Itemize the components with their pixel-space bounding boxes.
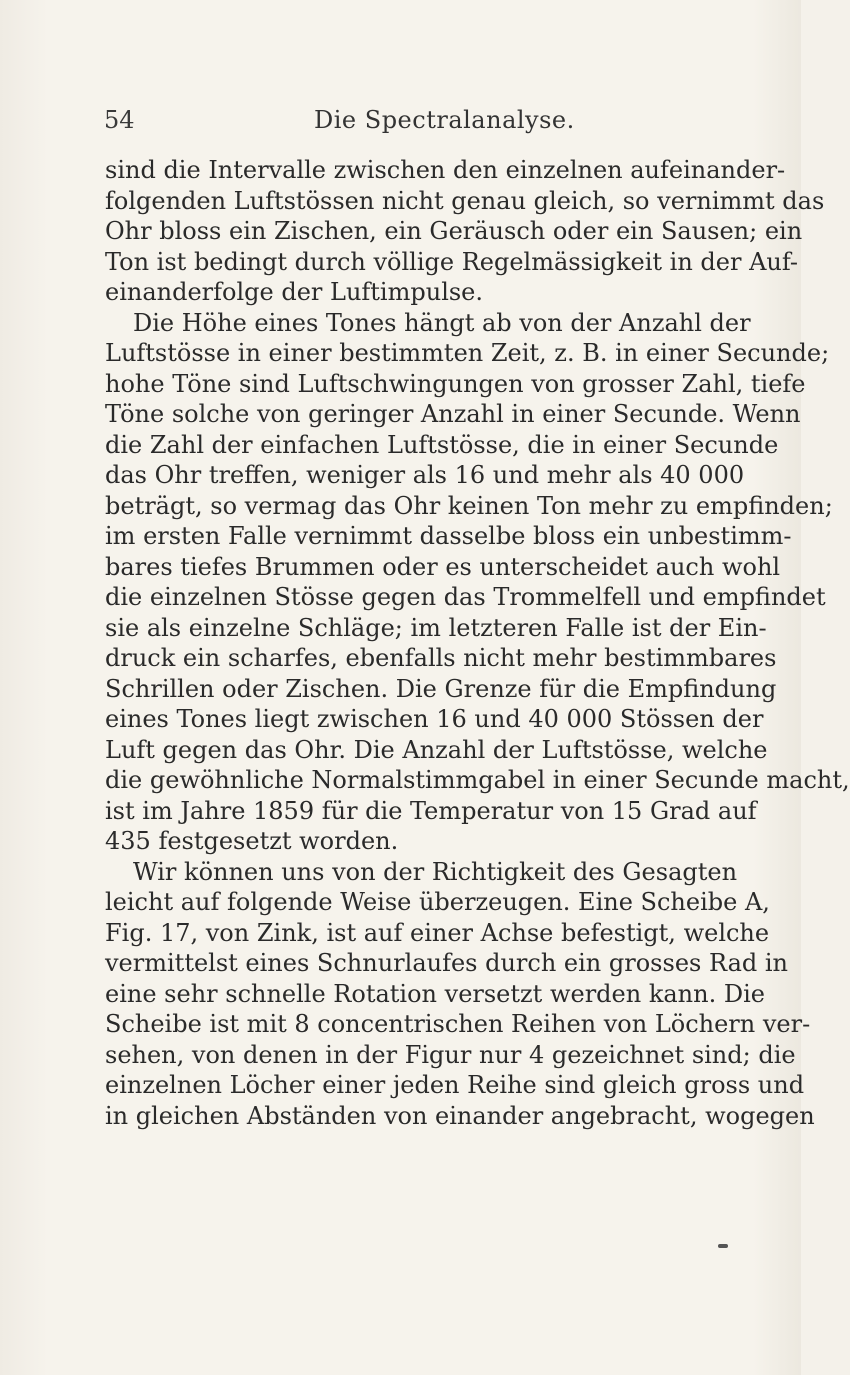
text-line: vermittelst eines Schnurlaufes durch ein grosses Rad in bbox=[105, 949, 789, 977]
text-line: die Zahl der einfachen Luftstösse, die in einer Secunde bbox=[105, 430, 779, 459]
text-line: eine sehr schnelle Rotation versetzt werden kann. Die bbox=[105, 979, 765, 1008]
text-line: ist im Jahre 1859 für die Temperatur von 15 Grad auf bbox=[105, 796, 757, 825]
text-line: Schrillen oder Zischen. Die Grenze für die Empfindung bbox=[105, 674, 777, 703]
text-line: folgenden Luftstössen nicht genau gleich, so vernimmt das bbox=[105, 186, 825, 215]
text-line: Ton ist bedingt durch völlige Regelmässigkeit in der Auf- bbox=[105, 247, 798, 276]
text-line: Luftstösse in einer bestimmten Zeit, z. B. in einer Secunde; bbox=[105, 339, 830, 367]
text-line: sehen, von denen in der Figur nur 4 gezeichnet sind; die bbox=[105, 1040, 796, 1069]
text-line: hohe Töne sind Luftschwingungen von grosser Zahl, tiefe bbox=[105, 369, 806, 398]
text-line: Luft gegen das Ohr. Die Anzahl der Luftstösse, welche bbox=[105, 735, 768, 764]
text-line: Scheibe ist mit 8 concentrischen Reihen von Löchern ver- bbox=[105, 1010, 811, 1038]
text-line: das Ohr treffen, weniger als 16 und mehr als 40 000 bbox=[105, 461, 745, 489]
text-line: Fig. 17, von Zink, ist auf einer Achse befestigt, welche bbox=[105, 918, 770, 947]
text-line: bares tiefes Brummen oder es unterscheidet auch wohl bbox=[105, 552, 781, 581]
text-line: einzelnen Löcher einer jeden Reihe sind gleich gross und bbox=[105, 1071, 805, 1099]
text-line: Die Höhe eines Tones hängt ab von der Anzahl der bbox=[133, 308, 751, 337]
page-number: 54 bbox=[104, 106, 135, 134]
text-line: beträgt, so vermag das Ohr keinen Ton mehr zu empfinden; bbox=[105, 491, 833, 520]
text-line: Ohr bloss ein Zischen, ein Geräusch oder ein Sausen; ein bbox=[105, 217, 803, 245]
text-line: Töne solche von geringer Anzahl in einer Secunde. Wenn bbox=[105, 400, 801, 428]
running-title: Die Spectralanalyse. bbox=[314, 106, 575, 134]
text-line: einanderfolge der Luftimpulse. bbox=[105, 278, 484, 306]
text-line: sind die Intervalle zwischen den einzelnen aufeinander- bbox=[105, 156, 786, 184]
text-line: 435 festgesetzt worden. bbox=[105, 827, 399, 855]
page-header bbox=[104, 100, 704, 140]
text-line: druck ein scharfes, ebenfalls nicht mehr bestimmbares bbox=[105, 644, 777, 672]
text-line: leicht auf folgende Weise überzeugen. Eine Scheibe A, bbox=[105, 888, 770, 916]
body-text bbox=[105, 155, 850, 1131]
text-line: die einzelnen Stösse gegen das Trommelfell und empfindet bbox=[105, 583, 826, 611]
text-line: sie als einzelne Schläge; im letzteren Falle ist der Ein- bbox=[105, 613, 767, 642]
text-line: im ersten Falle vernimmt dasselbe bloss ein unbestimm- bbox=[105, 522, 792, 550]
text-line: Wir können uns von der Richtigkeit des Gesagten bbox=[133, 857, 738, 886]
text-line: in gleichen Abständen von einander angebracht, wogegen bbox=[105, 1101, 815, 1130]
text-line: eines Tones liegt zwischen 16 und 40 000 Stössen der bbox=[105, 705, 764, 733]
ink-mark bbox=[718, 1244, 728, 1248]
text-line: die gewöhnliche Normalstimmgabel in einer Secunde macht, bbox=[105, 766, 850, 794]
